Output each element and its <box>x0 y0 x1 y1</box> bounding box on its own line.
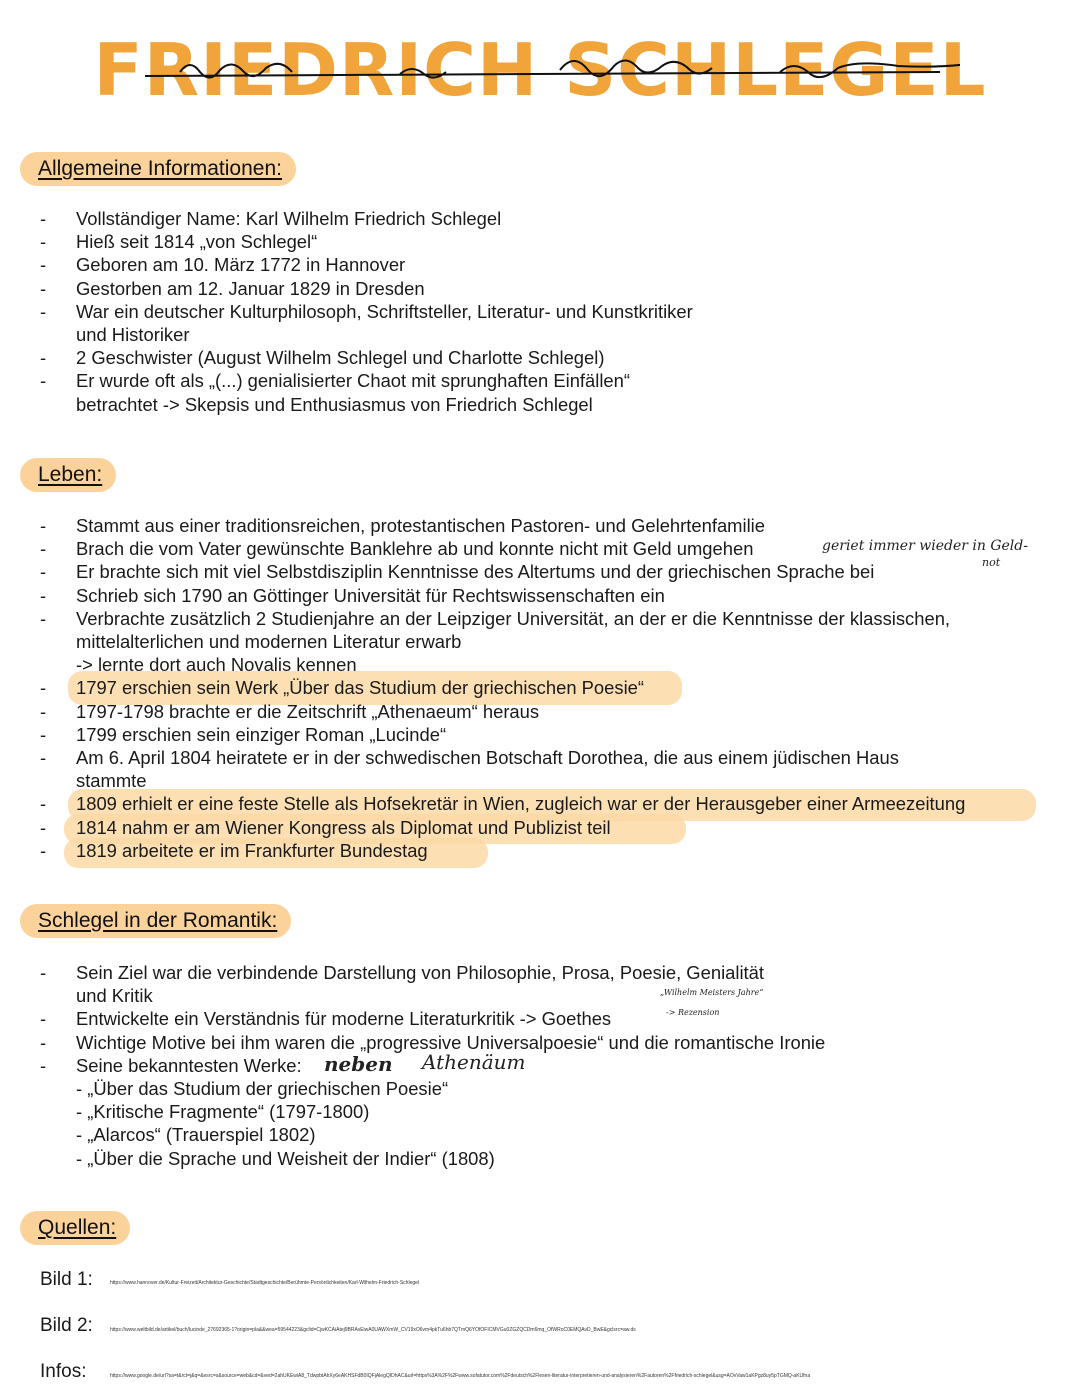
page-title: FRIEDRICH SCHLEGEL <box>93 28 987 112</box>
section-heading-romantik: Schlegel in der Romantik: <box>20 904 291 938</box>
list-item-continuation: mittelalterlichen und modernen Literatur erwarb <box>76 631 462 653</box>
section-heading-quellen: Quellen: <box>20 1211 130 1245</box>
work-item: - „Kritische Fragmente“ (1797-1800) <box>76 1101 370 1123</box>
list-item: - Er wurde oft als „(...) genialisierter Chaot mit sprunghaften Einfällen“ <box>0 369 1080 392</box>
list-item: - Geboren am 10. März 1772 in Hannover <box>0 253 1080 276</box>
list-item: - 1814 nahm er am Wiener Kongress als Diplomat und Publizist teil <box>0 816 1080 839</box>
source-link[interactable]: https://www.hannover.de/Kultur-Freizeit/Architektur-Geschichte/Stadtgeschichte/Berühmte-Persönlichkeiten/Karl-Wilhelm-Friedrich-Schlegel <box>110 1280 420 1286</box>
list-item: - Er brachte sich mit viel Selbstdisziplin Kenntnisse des Altertums und der griechischen Sprache bei <box>0 560 1080 583</box>
list-romantik <box>0 961 1080 1170</box>
section-heading-leben: Leben: <box>20 458 116 492</box>
list-item: - 1809 erhielt er eine feste Stelle als Hofsekretär in Wien, zugleich war er der Herausgeber einer Armeezeitung <box>0 792 1080 815</box>
list-item: - Vollständiger Name: Karl Wilhelm Friedrich Schlegel <box>0 207 1080 230</box>
source-link[interactable]: https://www.weltbild.de/artikel/buch/lucinde_27692365-1?origin=pla&&wea=59544223&gclid=CjwKCAiAtej9BRAvEiwA0UAWXmW_CV19xO6vm4pkTu6hb7QTmQ6YOfOFICMVGu0ZGZQCDm6mq_OfWRoC0EMQAvD_BwE&gclsrc=aw.ds <box>110 1327 636 1333</box>
source-label: Bild 2: <box>40 1315 93 1336</box>
list-item: - 2 Geschwister (August Wilhelm Schlegel und Charlotte Schlegel) <box>0 346 1080 369</box>
handwritten-note-neben: neben <box>324 1052 393 1076</box>
list-item: - Sein Ziel war die verbindende Darstellung von Philosophie, Prosa, Poesie, Genialität <box>0 961 1080 984</box>
list-item: - Verbrachte zusätzlich 2 Studienjahre an der Leipziger Universität, an der er die Kenntnisse der klassischen, <box>0 607 1080 630</box>
list-item: - Gestorben am 12. Januar 1829 in Dresden <box>0 277 1080 300</box>
handwritten-note-not: not <box>982 556 1001 569</box>
source-link[interactable]: https://www.google.de/url?sa=t&rct=j&q=&esrc=s&source=web&cd=&ved=2ahUKEwiA8_TdwpbtAhXy6eAKHSFdB0IQFjAlegQIDhAC&url=https%3A%2F%2Fwww.sofatutor.com%2Fdeutsch%2Flesen-literatur-interpretieren-und-analysieren%2Fautoren%2Ffriedrich-schlegel&usg=AOvVaw1aKPgz8uy5pTGMQ-aKUfna <box>110 1373 811 1379</box>
list-item: - 1819 arbeitete er im Frankfurter Bundestag <box>0 839 1080 862</box>
handwritten-note-athenaum: Athenäum <box>422 1050 526 1074</box>
list-item: - Stammt aus einer traditionsreichen, protestantischen Pastoren- und Gelehrtenfamilie <box>0 514 1080 537</box>
work-item: - „Über die Sprache und Weisheit der Indier“ (1808) <box>76 1147 495 1169</box>
work-item: - „Alarcos“ (Trauerspiel 1802) <box>76 1124 316 1146</box>
source-label: Infos: <box>40 1361 87 1382</box>
list-item: - 1797-1798 brachte er die Zeitschrift „Athenaeum“ heraus <box>0 700 1080 723</box>
handwritten-note-rezension: -> Rezension <box>666 1008 720 1017</box>
list-item: - Hieß seit 1814 „von Schlegel“ <box>0 230 1080 253</box>
work-item: - „Über das Studium der griechischen Poesie“ <box>76 1078 449 1100</box>
list-item: - 1799 erschien sein einziger Roman „Lucinde“ <box>0 723 1080 746</box>
list-item: - 1797 erschien sein Werk „Über das Studium der griechischen Poesie“ <box>0 676 1080 699</box>
list-item-continuation: und Historiker <box>76 324 190 346</box>
handwritten-note-geld: geriet immer wieder in Geld- <box>822 538 1028 554</box>
list-item: - Seine bekanntesten Werke: <box>0 1054 1080 1077</box>
list-item: - War ein deutscher Kulturphilosoph, Schriftsteller, Literatur- und Kunstkritiker <box>0 300 1080 323</box>
list-allgemein <box>0 207 1080 416</box>
title-signature-scribble <box>140 42 960 102</box>
handwritten-note-meister: „Wilhelm Meisters Jahre“ <box>660 988 764 997</box>
list-item: - Wichtige Motive bei ihm waren die „progressive Universalpoesie“ und die romantische Ironie <box>0 1031 1080 1054</box>
list-item-continuation: -> lernte dort auch Novalis kennen <box>76 654 357 676</box>
list-item-continuation: stammte <box>76 770 147 792</box>
list-item: - Am 6. April 1804 heiratete er in der schwedischen Botschaft Dorothea, die aus einem jüdischen Haus <box>0 746 1080 769</box>
list-item: - Schrieb sich 1790 an Göttinger Universität für Rechtswissenschaften ein <box>0 584 1080 607</box>
list-item: - Brach die vom Vater gewünschte Banklehre ab und konnte nicht mit Geld umgehen <box>0 537 1080 560</box>
list-leben <box>0 514 1080 862</box>
list-item: - Entwickelte ein Verständnis für moderne Literaturkritik -> Goethes <box>0 1007 1080 1030</box>
source-label: Bild 1: <box>40 1269 93 1290</box>
list-item-continuation: betrachtet -> Skepsis und Enthusiasmus von Friedrich Schlegel <box>76 393 593 415</box>
list-item-continuation: und Kritik <box>76 985 153 1007</box>
section-heading-allgemein: Allgemeine Informationen: <box>20 152 296 186</box>
